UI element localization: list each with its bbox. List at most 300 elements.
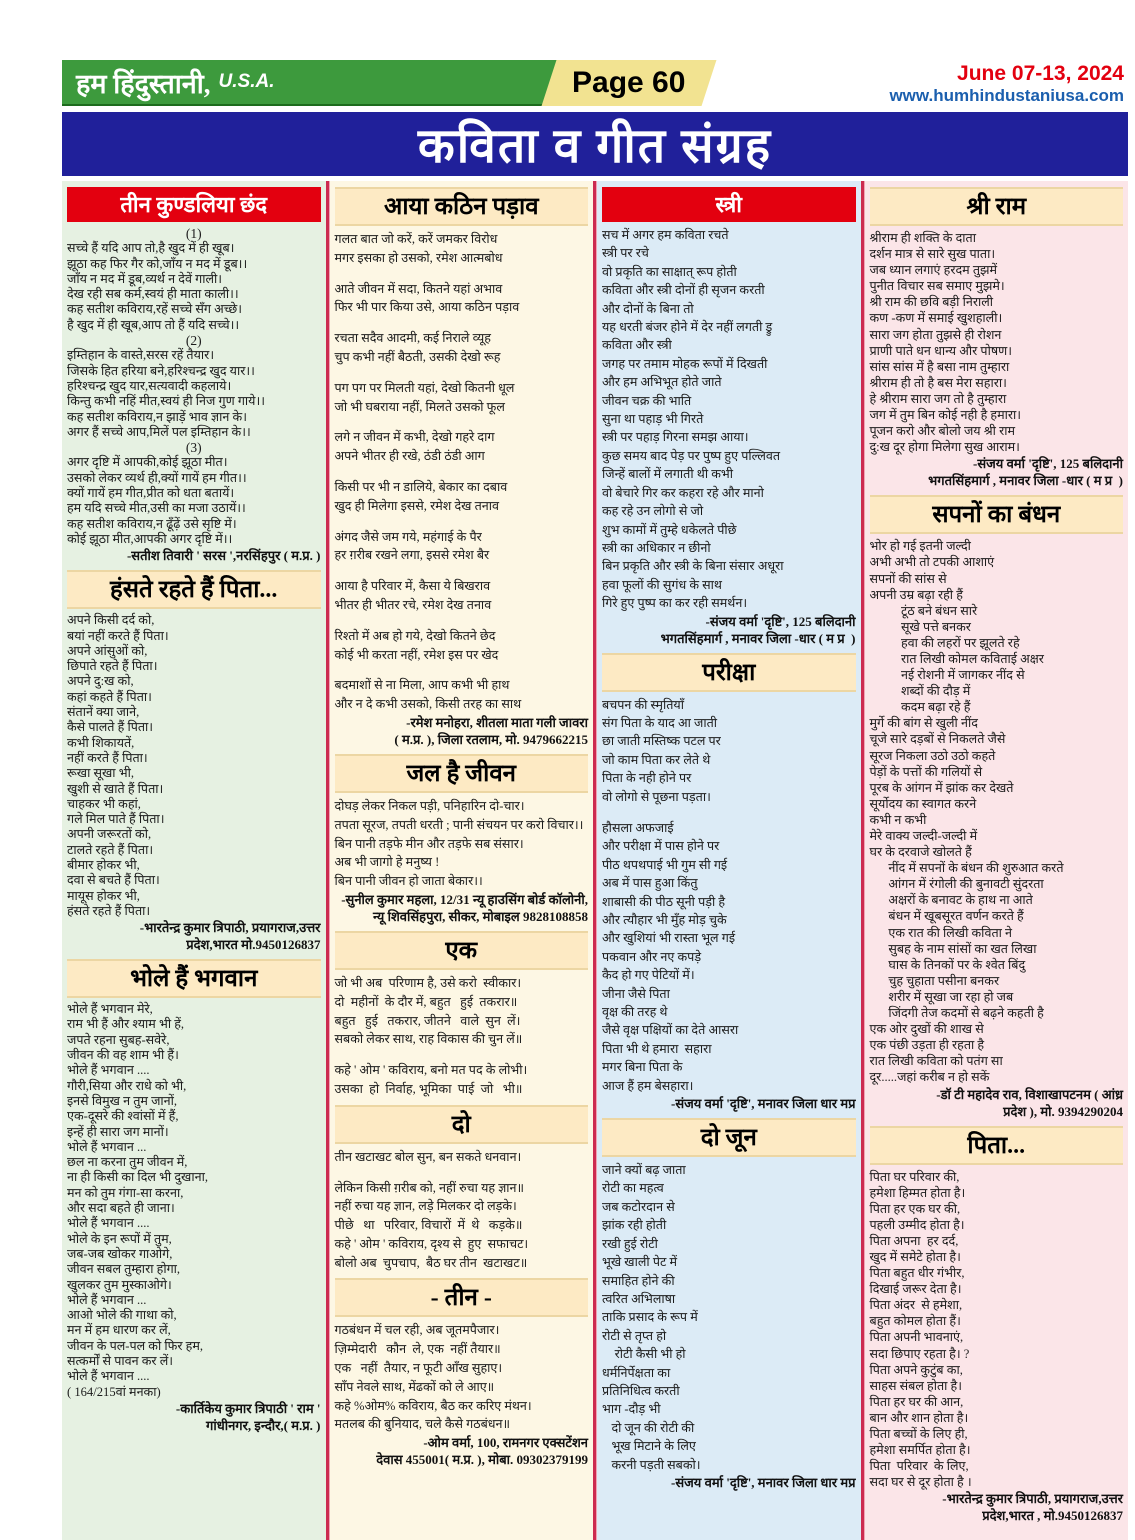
poem-line: बंधन में खूबसूरत वर्णन करते हैं xyxy=(869,909,1024,924)
poem-line: नई रोशनी में जागकर नींद से xyxy=(869,668,1025,683)
poem-line: सच्चे हैं यदि आप तो,है खुद में ही खूब। xyxy=(67,241,235,256)
poem-line: रोटी से तृप्त हो xyxy=(602,1328,667,1343)
poem-line: अपने किसी दर्द को, xyxy=(67,613,155,628)
poem-column-1 xyxy=(62,181,329,1540)
poem-sapnon-ka-bandhan xyxy=(870,495,1124,1119)
poem-line: दवा से बचते हैं पिता। xyxy=(67,873,160,888)
poem-line: कहे %ओम% कविराय, बैठ कर करिए मंथन। xyxy=(334,1398,532,1413)
poem-line: तीन खटाखट बोल सुन, बन सकते धनवान। xyxy=(334,1149,522,1164)
poem-line: और खुशियां भी रास्ता भूल गई xyxy=(602,931,736,946)
poem-line: पिता अपना हर दर्द, xyxy=(869,1233,959,1248)
poem-line: अभी अभी तो टपकी आशाएं xyxy=(869,555,995,570)
poem-line: जिन्हें बालों में लगाती थी कभी xyxy=(602,467,734,482)
poem-title-pita: पिता... xyxy=(870,1126,1124,1165)
poem-line: और दोनों के बिना तो xyxy=(602,301,694,316)
poem-line: सुना था पहाड़ भी गिरते xyxy=(602,412,704,427)
poem-line: है खुद में ही खूब,आप तो हैं यदि सच्चे।। xyxy=(67,317,240,332)
poem-line: गिरे हुए पुष्प का कर रही समर्थन। xyxy=(602,596,748,611)
poem-line: ताकि प्रसाद के रूप में xyxy=(602,1310,698,1325)
poem-line xyxy=(335,565,589,577)
poem-line: सांस सांस में है बसा नाम तुम्हारा xyxy=(869,359,1010,374)
poem-line: घास के तिनकों पर के श्वेत बिंदु xyxy=(869,957,1026,972)
poem-line: अपने भीतर ही रखे, ठंडी ठंडी आग xyxy=(334,449,485,464)
poem-author-line: -ओम वर्मा, 100, रामनगर एक्सटेंशन xyxy=(423,1435,588,1451)
issue-info xyxy=(709,60,1128,106)
poem-author-line: प्रदेश,भारत मो.9450126837 xyxy=(186,937,321,953)
poem-line: और हम अभिभूत होते जाते xyxy=(602,375,722,390)
section-title-bar xyxy=(62,112,1128,176)
poem-author-line: भगतसिंहमार्ग , मनावर जिला -धार ( म प्र ) xyxy=(928,473,1123,489)
poem-line: जो भी घबराया नहीं, मिलते उसको फूल xyxy=(334,399,505,414)
poem-line: सबको लेकर साथ, राह विकास की चुन लें॥ xyxy=(334,1032,523,1047)
poem-line: वो बेचारे गिर कर कहरा रहे और मानो xyxy=(602,485,764,500)
poem-line: चाहकर भी कहां, xyxy=(67,796,141,811)
poem-line xyxy=(335,268,589,280)
poem-title-pariksha: परीक्षा xyxy=(602,653,856,692)
poem-line: रचता सदैव आदमी, कई निराले व्यूह xyxy=(334,331,491,346)
poem-line xyxy=(335,367,589,379)
poem-line: पिता अंदर से हमेशा, xyxy=(869,1298,963,1313)
poem-line: घर के दरवाजे खोलते हैं xyxy=(869,845,972,860)
poem-line: भूखे खाली पेट में xyxy=(602,1255,677,1270)
poem-shri-ram xyxy=(870,187,1124,489)
poem-line: और न दे कभी उसको, किसी तरह का साथ xyxy=(334,697,522,712)
poem-line: भूख मिटाने के लिए xyxy=(602,1439,696,1454)
poem-line: इम्तिहान के वास्ते,सरस रहें तैयार। xyxy=(67,348,215,363)
poem-line: क्यों गायें हम गीत,प्रीत को धता बतायें। xyxy=(67,486,235,501)
poem-line: उसका हो निर्वाह, भूमिका पाई जो भी॥ xyxy=(334,1081,523,1096)
poem-line: पिता अपने कुटुंब का, xyxy=(869,1362,963,1377)
poem-line: कविता और स्त्री xyxy=(602,338,672,353)
poem-hanste-rahte-hain-pita xyxy=(67,570,321,953)
poem-line: देख रही सब कर्म,स्वयं ही माता काली।। xyxy=(67,287,239,302)
poem-line xyxy=(335,615,589,627)
poem-line: भीतर ही भीतर रचे, रमेश देख तनाव xyxy=(334,597,492,612)
poem-line: दो महीनों के दौर में, बहुत हुई तकरार॥ xyxy=(334,994,518,1009)
poem-line: और त्यौहार भी मुँह मोड़ चुके xyxy=(602,913,727,927)
poem-title-shri-ram: श्री राम xyxy=(870,187,1124,226)
poem-line: और परीक्षा में पास होने पर xyxy=(602,839,720,854)
poem-line: कविता और स्त्री दोनों ही सृजन करती xyxy=(602,283,765,298)
poem-author-line: -डॉ टी महादेव राव, विशाखापटनम ( आंध्र xyxy=(936,1086,1123,1102)
poem-line: अगर हैं सच्चे आप,मिलें पल इम्तिहान के।। xyxy=(67,424,251,439)
masthead-banner xyxy=(62,60,567,106)
poem-line: अपनी उम्र बढ़ा रही हैं xyxy=(869,587,963,602)
poem-line: अब भी जागो हे मनुष्य ! xyxy=(334,855,440,870)
poem-author-line: -रमेश मनोहरा, शीतला माता गली जावरा xyxy=(406,714,588,730)
poem-line: जीवन सबल तुम्हारा होगा, xyxy=(67,1262,181,1277)
poem-line: कोई भी करता नहीं, रमेश इस पर खेद xyxy=(334,647,499,662)
poem-line: चुप कभी नहीं बैठती, उसकी देखो रूह xyxy=(334,349,501,364)
poem-line: पुनीत विचार सब समाए मुझमे। xyxy=(869,279,1005,294)
poem-line: इन्हें ही सारा जग मानों। xyxy=(67,1124,169,1139)
poem-line: आया है परिवार में, कैसा ये बिखराव xyxy=(334,579,491,594)
poem-line: अंगद जैसे जम गये, महंगाई के पैर xyxy=(334,529,482,544)
poem-line: जैसे वृक्ष पक्षियों का देते आसरा xyxy=(602,1023,739,1038)
poem-line: गठबंधन में चल रही, अब जूतमपैजार। xyxy=(334,1323,500,1338)
poem-title-teen: - तीन - xyxy=(335,1278,589,1317)
poem-line: सपनों की सांस से xyxy=(869,571,947,586)
poem-line: नींद में सपनों के बंधन की शुरुआत करते xyxy=(869,861,1064,876)
poem-line: श्रीराम ही तो है बस मेरा सहारा। xyxy=(869,375,1007,390)
poem-line: कैद हो गए पेटियों में। xyxy=(602,968,695,983)
poem-line: हरिश्चन्द्र खुद यार,सत्यवादी कहलाये। xyxy=(67,378,232,393)
poem-pariksha xyxy=(602,653,856,1113)
poem-line: आंगन में रंगोली की बुनावटी सुंदरता xyxy=(869,877,1044,892)
poem-line: हे श्रीराम सारा जग तो है तुम्हारा xyxy=(869,391,1007,406)
poem-author-line: -सतीश तिवारी ' सरस ',नरसिंहपुर ( म.प्र. ) xyxy=(126,548,321,564)
poem-line: पिता बहुत धीर गंभीर, xyxy=(869,1266,965,1281)
poem-line: करनी पड़ती सबको। xyxy=(602,1457,701,1472)
poem-line: सूरज निकला उठो उठो कहते xyxy=(869,748,996,763)
poem-author-line: न्यू शिवसिंहपुरा, सीकर, मोबाइल 9828108858 xyxy=(372,908,588,924)
poem-line: खुशी से खाते हैं पिता। xyxy=(67,781,164,796)
poem-line: जाने क्यों बढ़ जाता xyxy=(602,1163,686,1178)
poem-title-jal-hai-jeevan: जल है जीवन xyxy=(335,754,589,793)
poem-line: हमेशा हिम्मत होता है। xyxy=(869,1185,966,1200)
page-number-badge xyxy=(542,60,717,106)
poem-author-line: भगतसिंहमार्ग , मनावर जिला -धार ( म प्र ) xyxy=(660,630,856,646)
poem-line: पूरब के आंगन में झांक कर देखते xyxy=(869,780,1014,795)
poem-line: (3) xyxy=(185,440,202,456)
poem-do-joon xyxy=(602,1118,856,1491)
poem-line: एक-दूसरे की श्वांसों में हैं, xyxy=(67,1109,179,1124)
poem-line: संग पिता के याद आ जाती xyxy=(602,715,718,730)
poem-line: स्त्री पर पहाड़ गिरना समझ आया। xyxy=(602,430,749,445)
poem-line: भोले हैं भगवान .... xyxy=(67,1216,150,1231)
poem-line: बिन पानी तड़फे मीन और तड़फे सब संसार। xyxy=(334,836,524,851)
poem-line: अब में पास हुआ किंतु xyxy=(602,876,698,891)
poem-columns xyxy=(62,181,1128,1540)
poem-line: नहीं रुचा यह ज्ञान, लड़े मिलकर दो लड़के। xyxy=(334,1199,517,1214)
poem-line: बहुत हुई तकरार, जीतने वाले सुन लें। xyxy=(334,1013,521,1028)
poem-line: दोघड़ लेकर निकल पड़ी, पनिहारिन दो-चार। xyxy=(334,798,525,813)
poem-line: वो लोगो से पूछना पड़ता। xyxy=(602,789,711,804)
poem-line: शुभ कामों में तुम्हे धकेलते पीछे xyxy=(602,522,737,537)
poem-line: मुर्गे की बांग से खुली नींद xyxy=(869,716,978,731)
poem-line: बहुत कोमल होता हैं। xyxy=(869,1314,961,1329)
poem-author-line: -भारतेन्द्र कुमार त्रिपाठी, प्रयागराज,उत्तर xyxy=(942,1491,1123,1507)
poem-title-aaya-kathin-padav: आया कठिन पड़ाव xyxy=(335,187,589,226)
poem-column-3 xyxy=(596,181,864,1540)
poem-line: शरीर में सूखा जा रहा हो जब xyxy=(869,989,1014,1004)
poem-line: हमेशा समर्पित होता है। xyxy=(869,1443,971,1458)
poem-line: दर्शन मात्र से सारे सुख पाता। xyxy=(869,247,996,262)
poem-line: जाँय न मद में डूब,व्यर्थ न देवें गाली। xyxy=(67,271,223,286)
section-title: कविता व गीत संग्रह xyxy=(417,119,773,173)
poem-line: भोले के इन रूपों में तुम, xyxy=(67,1231,172,1246)
poem-line: दो जून की रोटी की xyxy=(602,1420,695,1435)
poem-line: पिता घर परिवार की, xyxy=(869,1169,960,1184)
poem-author-line: ( म.प्र. ), जिला रतलाम, मो. 9479662215 xyxy=(394,731,588,747)
poem-line: जो काम पिता कर लेते थे xyxy=(602,752,711,767)
poem-line: सच में अगर हम कविता रचते xyxy=(602,228,729,242)
poem-line: नहीं करते हैं पिता। xyxy=(67,750,148,765)
poem-line: अपनी जरूरतों को, xyxy=(67,827,152,842)
poem-line: राम भी हैं और श्याम भी हें, xyxy=(67,1017,185,1032)
poem-title-ek: एक xyxy=(335,931,589,970)
poem-line: त्वरित अभिलाषा xyxy=(602,1291,676,1306)
poem-line: दूर.....जहां करीब न हो सकें xyxy=(869,1070,990,1085)
poem-line: साहस संबल होता है। xyxy=(869,1378,963,1393)
poem-line: वृक्ष की तरह थे xyxy=(602,1005,668,1020)
poem-line: बयां नहीं करते हैं पिता। xyxy=(67,628,169,643)
poem-author-line: -संजय वर्मा 'दृष्टि', मनावर जिला धार मप्र xyxy=(671,1096,856,1112)
poem-title-do-joon: दो जून xyxy=(602,1118,856,1157)
poem-bhole-hain-bhagwan xyxy=(67,959,321,1434)
poem-line: खुद में समेटे होता है। xyxy=(869,1249,961,1264)
poem-line xyxy=(335,1049,589,1061)
issue-date: June 07-13, 2024 xyxy=(957,62,1124,85)
poem-line: मन में हम धारण कर लें, xyxy=(67,1323,171,1338)
poem-line: जगह पर तमाम मोहक रूपों में दिखती xyxy=(602,356,768,371)
poem-line: अगर दृष्टि में आपकी,कोई झूठा मीत। xyxy=(67,455,228,470)
poem-ek xyxy=(335,931,589,1099)
poem-teen xyxy=(335,1278,589,1468)
poem-line: झांक रही होती xyxy=(602,1218,667,1233)
poem-line: पग पग पर मिलती यहां, देखो कितनी धूल xyxy=(334,380,515,395)
poem-line: ( 164/215वां मनका) xyxy=(67,1384,161,1399)
poem-line: पिता के नही होने पर xyxy=(602,771,692,786)
poem-line: श्री राम की छवि बड़ी निराली xyxy=(869,295,994,310)
poem-line: पीछे था परिवार, विचारों में थे कड़के॥ xyxy=(334,1218,523,1233)
poem-line: वो प्रकृति का साक्षात् रूप होती xyxy=(602,264,737,279)
poem-title-sapnon-ka-bandhan: सपनों का बंधन xyxy=(870,495,1124,534)
poem-line: झूठा कह फिर गैर को,जाँय न मद में डूब।। xyxy=(67,256,248,271)
poem-line: हम यदि सच्चे मीत,उसी का मजा उठायें।। xyxy=(67,501,246,516)
poem-line: एक नहीं तैयार, न फूटी आँख सुहाए। xyxy=(334,1361,503,1376)
poem-author-line: -संजय वर्मा 'दृष्टि', 125 बलिदानी xyxy=(705,613,856,629)
poem-author-line: देवास 455001( म.प्र. ), मोबा. 09302379199 xyxy=(376,1452,588,1468)
poem-author-line: -संजय वर्मा 'दृष्टि', मनावर जिला धार मप्र xyxy=(671,1474,856,1490)
poem-line: कह सतीश कविराय,न झाड़ें भाव ज्ञान के। xyxy=(67,409,247,424)
poem-line: चूजे सारे दड़बों से निकलते जैसे xyxy=(869,732,1006,747)
poem-author-line: -कार्तिकेय कुमार त्रिपाठी ' राम ' xyxy=(175,1400,321,1416)
poem-line: जीवन चक्र की भाति xyxy=(602,393,692,408)
poem-line: ना ही किसी का दिल भी दुखाना, xyxy=(67,1170,208,1185)
poem-author-line: प्रदेश ), मो. 9394290204 xyxy=(1003,1103,1123,1119)
poem-line: मन को तुम गंगा-सा करना, xyxy=(67,1185,184,1200)
poem-line: रोटी कैसी भी हो xyxy=(602,1347,686,1362)
poem-line: कहे ' ओम ' कविराय, बनो मत पद के लोभी। xyxy=(334,1063,528,1078)
poem-line: सदा घर से दूर होता है । xyxy=(869,1475,972,1490)
page-number-label: Page 60 xyxy=(572,66,686,99)
poem-line: मतलब की बुनियाद, चले कैसे गठबंधन॥ xyxy=(334,1417,511,1432)
poem-line: बीमार होकर भी, xyxy=(67,857,140,872)
poem-line: संतानें क्या जाने, xyxy=(67,705,140,720)
poem-line: पकवान और नए कपड़े xyxy=(602,949,702,964)
poem-line: एक पंछी उड़ता ही रहता है xyxy=(869,1038,985,1053)
poem-line: रूखा सूखा भी, xyxy=(67,766,134,781)
poem-author-line: -सुनील कुमार महला, 12/31 न्यू हाउसिंग बोर्ड कॉलोनी, xyxy=(341,891,588,907)
poem-line: उसको लेकर व्यर्थ ही,क्यों गायें हम गीत।। xyxy=(67,470,247,485)
poem-line: लगे न जीवन में कभी, देखो गहरे दाग xyxy=(334,430,495,445)
poem-line: कह सतीश कविराय,न ढूँढ़ें उसे सृष्टि में। xyxy=(67,516,237,531)
poem-author-line: -भारतेन्द्र कुमार त्रिपाठी, प्रयागराज,उत्तर xyxy=(139,920,321,936)
poem-line: प्राणी पाते धन धान्य और पोषण। xyxy=(869,343,1012,358)
poem-line: बिन प्रकृति और स्त्री के बिना संसार अधूरा xyxy=(602,559,784,574)
poem-line: एक ओर दुखों की शाख से xyxy=(869,1022,984,1037)
poem-author-line: -संजय वर्मा 'दृष्टि', 125 बलिदानी xyxy=(973,456,1123,472)
poem-line: सुबह के नाम सांसों का खत लिखा xyxy=(869,941,1037,956)
poem-line: मेरे वाक्य जल्दी-जल्दी में xyxy=(869,829,978,843)
poem-line: शब्दों की दौड़ में xyxy=(869,684,971,699)
poem-line: भोले हैं भगवान .... xyxy=(67,1369,150,1384)
poem-line: जब-जब खोकर गाओगे, xyxy=(67,1246,173,1261)
poem-line: तपता सूरज, तपती धरती ; पानी संचयन पर करो विचार।। xyxy=(334,817,584,832)
poem-line: छिपाते रहते हैं पिता। xyxy=(67,659,158,674)
poem-line: जीवन की वह शाम भी हैं। xyxy=(67,1048,179,1063)
poem-line xyxy=(335,416,589,428)
poem-line: कुछ समय बाद पेड़ पर पुष्प हुए पल्लिवत xyxy=(602,448,781,463)
poem-line: खुलकर तुम मुस्काओगे। xyxy=(67,1277,172,1292)
poem-line: पिता हर एक घर की, xyxy=(869,1201,961,1216)
poem-author-line: गांधीनगर, इन्दौर,( म.प्र. ) xyxy=(206,1417,321,1433)
poem-column-2 xyxy=(329,181,597,1540)
poem-jal-hai-jeevan xyxy=(335,754,589,925)
poem-line: रखी हुई रोटी xyxy=(602,1236,658,1251)
poem-line: दिखाई जरूर देता है। xyxy=(869,1282,962,1297)
poem-line: दु:ख दूर होगा मिलेगा सुख आराम। xyxy=(869,440,1020,455)
poem-line: बचपन की स्मृतियाँ xyxy=(602,697,684,712)
poem-line: कभी न कभी xyxy=(869,812,927,827)
top-header-bar xyxy=(62,60,1128,106)
poem-line: रात लिखी कोमल कविताई अक्षर xyxy=(869,651,1044,666)
poem-line: कहे ' ओम ' कविराय, दृश्य से हुए सफाचट। xyxy=(334,1236,529,1251)
poem-line: गले मिल पाते हैं पिता। xyxy=(67,812,165,827)
poem-line: रिश्तो में अब हो गये, देखो कितने छेद xyxy=(334,628,496,643)
poem-line: अक्षरों के बनावट के हाथ ना आते xyxy=(869,893,1033,908)
poem-line: टालते रहते हैं पिता। xyxy=(67,842,154,857)
poem-line: स्त्री का अधिकार न छीनो xyxy=(602,540,711,555)
poem-line: लेकिन किसी ग़रीब को, नहीं रुचा यह ज्ञान॥ xyxy=(334,1180,525,1195)
poem-title-bhole-hain-bhagwan: भोले हैं भगवान xyxy=(67,959,321,998)
poem-line: एक रात की लिखी कविता ने xyxy=(869,925,1013,940)
poem-line: कैसे पालते हैं पिता। xyxy=(67,720,154,735)
poem-line: जिंदगी तेज कदमों से बढ़ने कहती है xyxy=(869,1006,1044,1021)
poem-line: कहां कहते हैं पिता। xyxy=(67,689,152,704)
poem-line: पहली उम्मीद होता है। xyxy=(869,1217,965,1232)
poem-line: (1) xyxy=(185,226,202,241)
poem-line: कोई झूठा मीत,आपकी अगर दृष्टि में।। xyxy=(67,531,233,546)
poem-line: सूखे पत्ते बनकर xyxy=(869,619,971,634)
poem-line: मायूस होकर भी, xyxy=(67,888,140,903)
poem-line: हर ग़रीब रखने लगा, इससे रमेश बैर xyxy=(334,548,490,563)
poem-line: बदमाशों से ना मिला, आप कभी भी हाथ xyxy=(334,678,510,693)
poem-line: जब कटोरदान से xyxy=(602,1199,675,1214)
poem-line: जब ध्यान लगाएं हरदम तुझमें xyxy=(869,263,998,278)
poem-line: जीना जैसे पिता xyxy=(602,986,670,1001)
poem-line: अपने दु:ख को, xyxy=(67,674,134,689)
poem-line: समाहित होने की xyxy=(602,1273,675,1288)
poem-line xyxy=(602,806,856,819)
poem-line: चुह चुहाता पसीना बनकर xyxy=(869,973,1000,988)
poem-line: पिता बच्चों के लिए ही, xyxy=(869,1427,968,1441)
poem-line: अपने आंसुओं को, xyxy=(67,643,148,658)
poem-line: जपते रहना सुबह-सवेरे, xyxy=(67,1032,170,1047)
poem-line: पीठ थपथपाई भी गुम सी गई xyxy=(602,857,728,872)
poem-line: कह रहे उन लोगो से जो xyxy=(602,504,704,519)
poem-line xyxy=(335,317,589,329)
poem-line: रात लिखी कविता को पतंग सा xyxy=(869,1054,1003,1069)
poem-line: कदम बढ़ा रहे हैं xyxy=(869,700,971,715)
poem-line: पिता परिवार के लिए, xyxy=(869,1459,969,1474)
poem-line: खुद ही मिलेगा इससे, रमेश देख तनाव xyxy=(334,498,500,513)
poem-line: आते जीवन में सदा, कितने यहां अभाव xyxy=(334,281,503,296)
poem-line: पिता भी थे हमारा सहारा xyxy=(602,1041,712,1056)
poem-line: भोले हैं भगवान ... xyxy=(67,1139,147,1154)
poem-line: जग में तुम बिन कोई नही है हमारा। xyxy=(869,408,1022,423)
poem-column-4 xyxy=(864,181,1129,1540)
poem-line: कभी शिकायतें, xyxy=(67,735,135,750)
poem-line: मगर इसका हो उसको, रमेश आत्मबोध xyxy=(334,250,503,265)
poem-line: सदा छिपाए रहता है। ? xyxy=(869,1346,970,1361)
poem-line: किन्तु कभी नहिं मीत,स्वयं ही निज गुण गाये।। xyxy=(67,394,266,409)
poem-line: आज हैं हम बेसहारा। xyxy=(602,1078,694,1093)
poem-line: स्त्री पर रचे xyxy=(602,246,649,261)
poem-title-stree: स्त्री xyxy=(602,187,856,222)
poem-line: छल ना करना तुम जीवन में, xyxy=(67,1155,188,1170)
poem-line: बिन पानी जीवन हो जाता बेकार।। xyxy=(334,874,483,889)
poem-line: मगर बिना पिता के xyxy=(602,1060,683,1075)
poem-line: गौरी,सिया और राधे को भी, xyxy=(67,1078,187,1093)
poem-line: भोले हैं भगवान मेरे, xyxy=(67,1002,153,1017)
poem-line: गलत बात जो करें, करें जमकर विरोध xyxy=(334,232,498,246)
poem-line: जीवन के पल-पल को फिर हम, xyxy=(67,1338,204,1353)
poem-line: भाग -दौड़ भी xyxy=(602,1402,661,1417)
poem-line: भोले हैं भगवान ... xyxy=(67,1292,147,1307)
poem-teen-kundaliya-chhand xyxy=(67,187,321,564)
poem-line: कण -कण में समाई खुशहाली। xyxy=(869,311,1003,326)
poem-line: बान और शान होता है। xyxy=(869,1410,969,1425)
masthead-suffix: U.S.A. xyxy=(218,71,275,92)
poem-title-hanste-rahte-hain-pita: हंसते रहते हैं पिता... xyxy=(67,570,321,609)
poem-line: श्रीराम ही शक्ति के दाता xyxy=(869,231,976,245)
poem-line xyxy=(335,466,589,478)
poem-line: कह सतीश कविराय,रहें सच्चे सँग अच्छे। xyxy=(67,302,242,317)
poem-line: ज़िम्मेदारी कौन ले, एक नहीं तैयार॥ xyxy=(334,1342,501,1357)
poem-line: इनसे विमुख न तुम जानों, xyxy=(67,1093,178,1108)
poem-line: सत्कर्मों से पावन कर लें। xyxy=(67,1354,174,1368)
website-link[interactable]: www.humhindustaniusa.com xyxy=(889,86,1124,106)
poem-line: पिता अपनी भावनाएं, xyxy=(869,1330,964,1345)
poem-pita xyxy=(870,1126,1124,1525)
poem-line: आओ भोले की गाथा को, xyxy=(67,1308,177,1323)
poem-do xyxy=(335,1105,589,1273)
poem-line: हंसते रहते हैं पिता। xyxy=(67,903,151,918)
poem-line: धर्मनिर्पेक्षता का xyxy=(602,1365,671,1380)
poem-line: फिर भी पार किया उसे, आया कठिन पड़ाव xyxy=(334,300,520,315)
poem-line: हौसला अफजाई xyxy=(602,820,674,835)
poem-line: सारा जग होता तुझसे ही रोशन xyxy=(869,327,1002,342)
poem-line xyxy=(335,1167,589,1179)
poem-line: हवा की लहरों पर झूलते रहे xyxy=(869,635,1020,650)
poem-line: भोले हैं भगवान .... xyxy=(67,1063,150,1078)
poem-line: और सदा बहते ही जाना। xyxy=(67,1201,175,1216)
poem-line: साँप नेवले साथ, मेंढकों को ले आए॥ xyxy=(334,1379,495,1394)
poem-line: (2) xyxy=(185,333,202,349)
poem-line: हवा फूलों की सुगंध के साथ xyxy=(602,577,722,592)
poem-line: भोर हो गई इतनी जल्दी xyxy=(869,539,971,554)
poem-line: पूजन करो और बोलो जय श्री राम xyxy=(869,424,1016,439)
poem-line: जो भी अब परिणाम है, उसे करो स्वीकार। xyxy=(334,975,522,990)
masthead-title: हम हिंदुस्तानी, xyxy=(76,68,211,99)
poem-line: सूर्योदय का स्वागत करने xyxy=(869,796,977,811)
poem-author-line: प्रदेश,भारत , मो.9450126837 xyxy=(982,1508,1123,1524)
poem-title-do: दो xyxy=(335,1105,589,1144)
poem-line: यह धरती बंजर होने में देर नहीं लगती ड्रु xyxy=(602,320,773,335)
poem-line: बोलो अब चुपचाप, बैठ घर तीन खटाखट॥ xyxy=(334,1255,528,1270)
